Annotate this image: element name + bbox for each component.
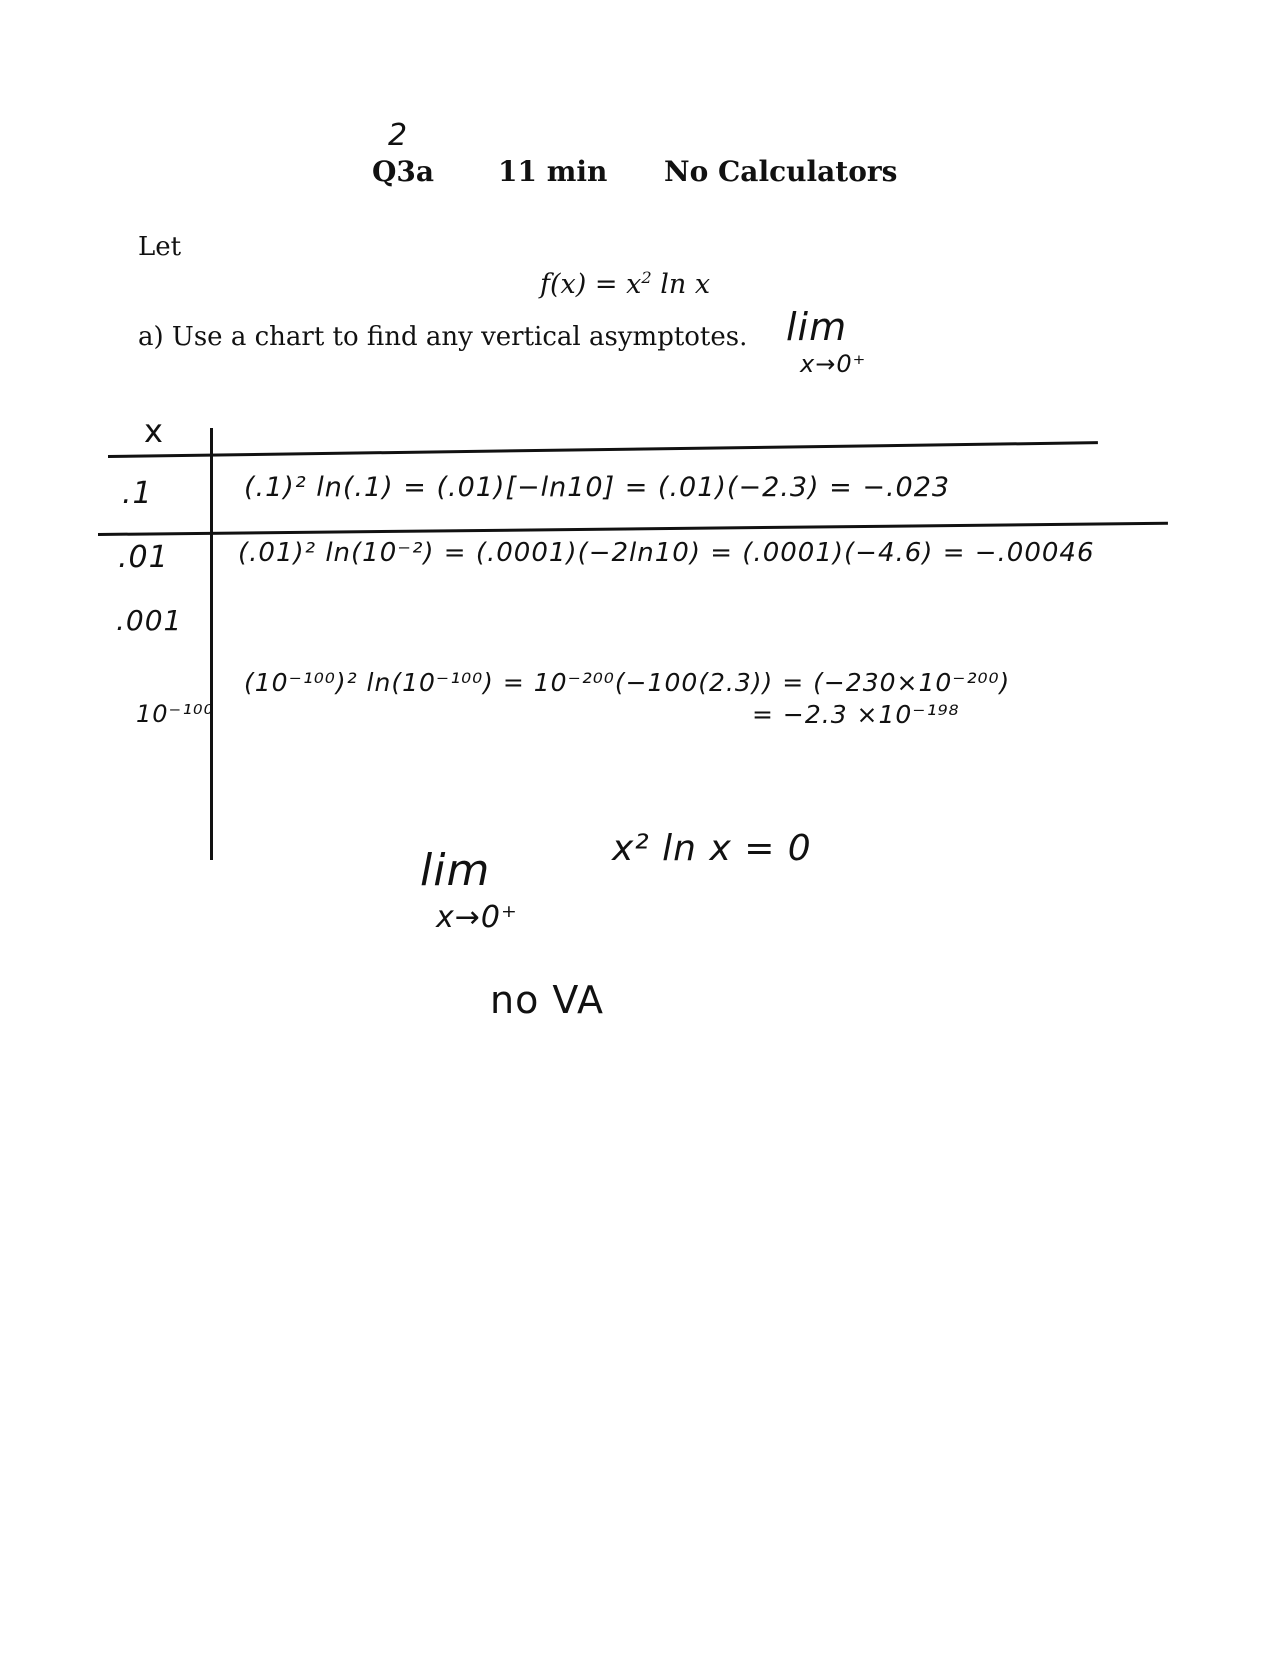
lim-bottom-subscript: x→0⁺ [436,900,518,935]
lim-bottom-label: lim [420,845,491,896]
table-divider [210,428,213,860]
lim-top-label: lim [786,305,848,349]
question-label: Q3a [372,155,435,188]
row3-x: .001 [116,604,183,637]
calculator-rule: No Calculators [664,155,898,188]
grade-mark: 2 [388,118,409,153]
function-definition [540,268,710,300]
lim-bottom-expression: x² ln x = 0 [612,828,812,869]
part-a-prompt: a) Use a chart to find any vertical asymptotes. [138,322,748,352]
row1-x: .1 [122,476,153,511]
row4-work: (10⁻¹⁰⁰)² ln(10⁻¹⁰⁰) = 10⁻²⁰⁰(−100(2.3)) = (−230×10⁻²⁰⁰) [244,668,1011,697]
time-limit: 11 min [498,155,608,188]
row4-continuation: = −2.3 ×10⁻¹⁹⁸ [752,700,960,729]
function-tail: ln x [651,269,711,300]
row4-x: 10⁻¹⁰⁰ [136,700,215,728]
function-base: f(x) = x [540,269,642,300]
row2-x: .01 [118,540,169,575]
table-row1-rule [98,522,1168,536]
lim-top-subscript: x→0⁺ [800,350,867,378]
conclusion-text: no VA [490,978,604,1022]
function-exponent: 2 [641,268,652,287]
intro-text: Let [138,232,182,262]
table-header-rule [108,441,1098,458]
row1-work: (.1)² ln(.1) = (.01)[−ln10] = (.01)(−2.3) = −.023 [244,472,951,503]
row2-work: (.01)² ln(10⁻²) = (.0001)(−2ln10) = (.0001)(−4.6) = −.00046 [238,538,1095,568]
table-header-x: x [144,412,164,450]
